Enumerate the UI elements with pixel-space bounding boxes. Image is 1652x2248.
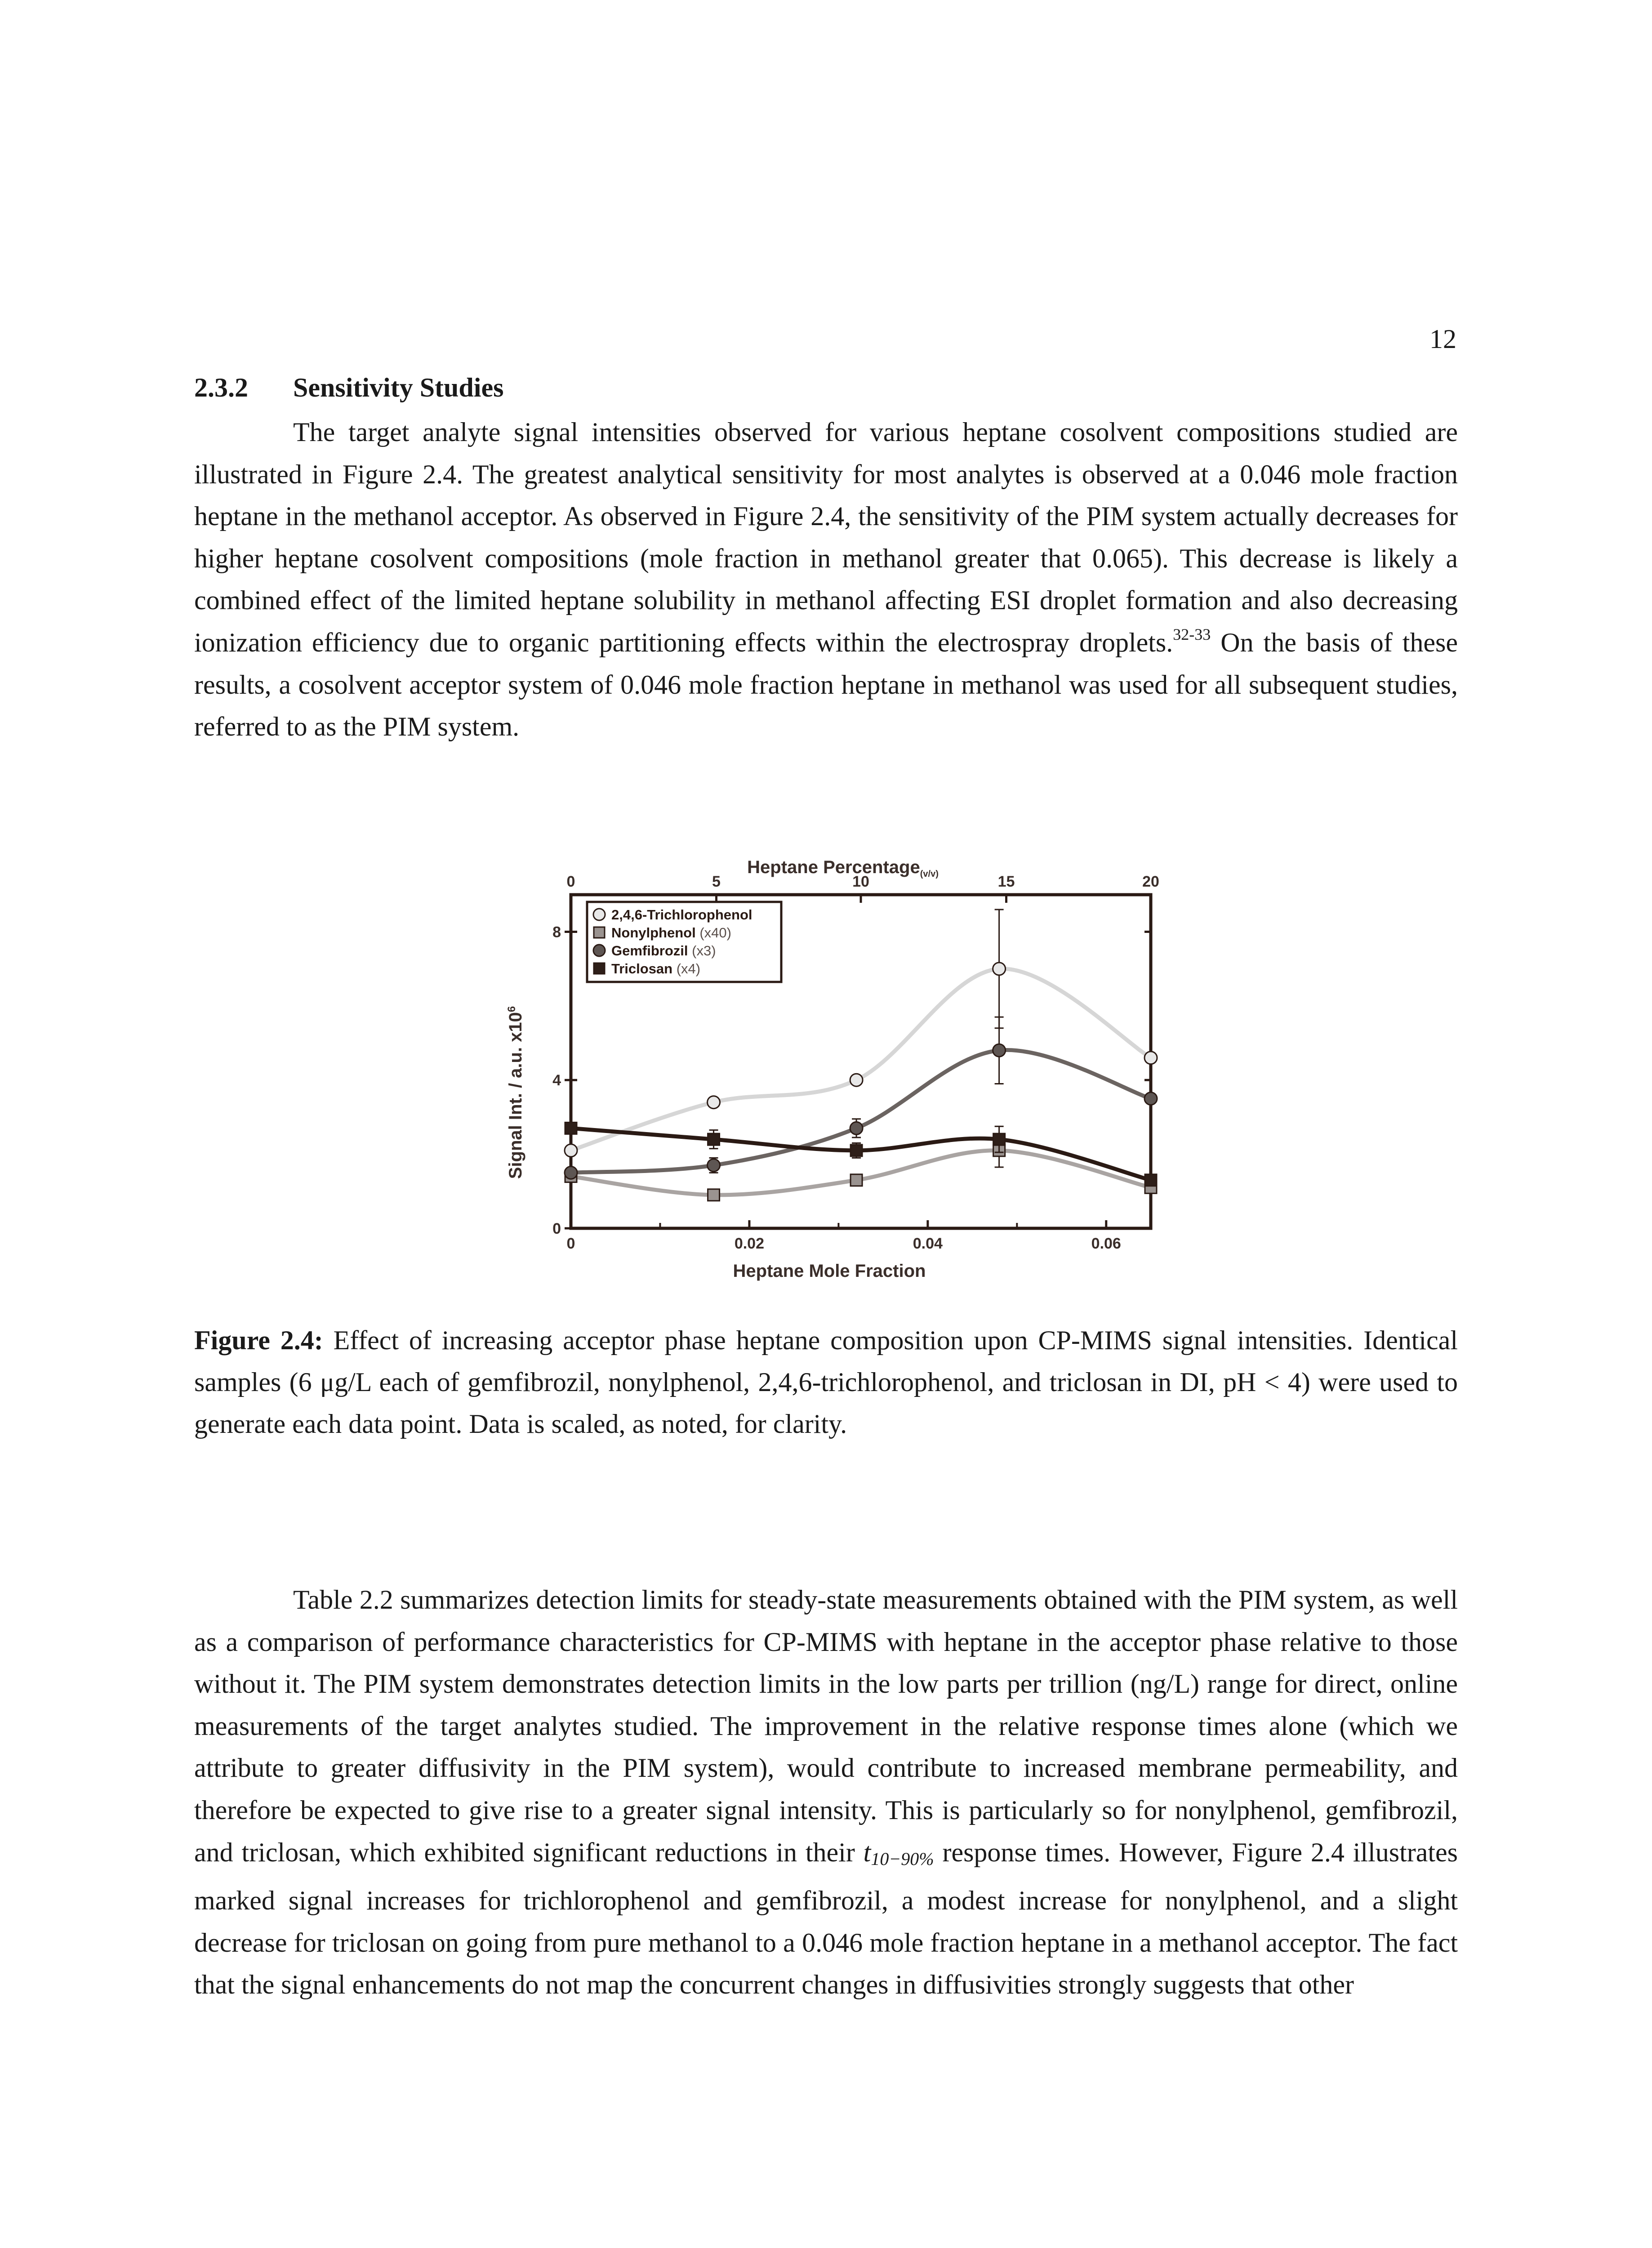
legend-series-name: Nonylphenol xyxy=(611,925,696,941)
response-time-t: t xyxy=(863,1837,871,1867)
series-line xyxy=(571,1151,1151,1195)
x-axis-title: Heptane Mole Fraction xyxy=(733,1261,926,1281)
top-tick-label: 0 xyxy=(566,873,575,890)
legend-label xyxy=(611,943,716,959)
data-point xyxy=(850,1174,862,1186)
data-point xyxy=(993,1133,1005,1145)
y-axis-title xyxy=(506,1006,525,1179)
data-point xyxy=(565,1166,577,1179)
data-point xyxy=(708,1189,720,1201)
data-point xyxy=(708,1133,720,1145)
x-tick-label: 0.04 xyxy=(913,1235,943,1252)
x-tick-label: 0 xyxy=(566,1235,575,1252)
data-point xyxy=(993,963,1006,975)
data-point xyxy=(850,1074,863,1086)
legend-series-name: 2,4,6-Trichlorophenol xyxy=(611,907,753,923)
data-point xyxy=(565,1122,577,1134)
section-heading xyxy=(194,372,503,403)
data-point xyxy=(993,1044,1006,1057)
section-title: Sensitivity Studies xyxy=(293,373,504,402)
data-point xyxy=(850,1122,863,1134)
legend-marker xyxy=(594,927,605,938)
x-tick-label: 0.06 xyxy=(1091,1235,1121,1252)
legend-label xyxy=(611,925,731,941)
response-time-subscript: 10−90% xyxy=(871,1848,934,1869)
y-tick-label: 4 xyxy=(552,1072,561,1089)
body-paragraph-2 xyxy=(194,1579,1458,2006)
top-axis-title-text: Heptane Percentage xyxy=(747,857,920,877)
legend xyxy=(587,902,781,982)
section-number: 2.3.2 xyxy=(194,373,248,402)
legend-label xyxy=(611,907,753,923)
top-tick-label: 10 xyxy=(852,873,869,890)
legend-marker xyxy=(593,945,605,956)
figure-caption xyxy=(194,1320,1458,1445)
top-tick-label: 20 xyxy=(1142,873,1159,890)
legend-series-scale: (x40) xyxy=(695,925,731,941)
citation-reference: 32-33 xyxy=(1173,625,1211,643)
legend-series-scale: (x4) xyxy=(672,961,701,977)
legend-label xyxy=(611,961,700,977)
data-point xyxy=(1144,1052,1157,1064)
legend-marker xyxy=(593,909,605,920)
data-point xyxy=(1144,1092,1157,1105)
y-tick-label: 8 xyxy=(552,923,561,941)
line-chart xyxy=(485,854,1187,1286)
top-axis-title-sub: (v/v) xyxy=(920,869,939,879)
caption-text: Effect of increasing acceptor phase heptane composition upon CP-MIMS signal intensities. Identical samples (6 μg/L each of gemfibrozil, nonylphenol, 2,4,6-trichlorophenol, and triclosan in DI, pH < 4) were used to generate each data point. Data is scaled, as noted, for clarity. xyxy=(194,1325,1458,1439)
y-axis-title-text: Signal Int. / a.u. x10 xyxy=(506,1012,525,1179)
y-axis-title-sup: 6 xyxy=(506,1006,518,1012)
paragraph-text: The target analyte signal intensities observed for various heptane cosolvent compositions studied are illustrated in Figure 2.4. The greatest analytical sensitivity for most analytes is observed at a 0.046 mole fraction heptane in the methanol acceptor. As observed in Figure 2.4, the sensitivity of the PIM system actually decreases for higher heptane cosolvent compositions (mole fraction in methanol greater that 0.065). This decrease is likely a combined effect of the limited heptane solubility in methanol affecting ESI droplet formation and also decreasing ionization efficiency due to organic partitioning effects within the electrospray droplets. xyxy=(194,417,1458,657)
y-tick-label: 0 xyxy=(552,1220,561,1237)
data-point xyxy=(850,1145,862,1156)
response-time-symbol xyxy=(864,1838,934,1867)
paragraph-text: On the basis of these results, a cosolvent acceptor system of 0.046 mole fraction heptane in methanol was used for all subsequent studies, referred to as the PIM system. xyxy=(194,627,1458,742)
page-number: 12 xyxy=(1429,324,1456,354)
data-point xyxy=(1145,1174,1157,1186)
data-point xyxy=(708,1159,720,1172)
caption-label: Figure 2.4: xyxy=(194,1325,323,1355)
body-paragraph-1 xyxy=(194,411,1458,748)
legend-marker xyxy=(594,963,605,974)
legend-series-name: Gemfibrozil xyxy=(611,943,688,959)
x-tick-label: 0.02 xyxy=(734,1235,765,1252)
data-point xyxy=(708,1096,720,1109)
legend-series-scale: (x3) xyxy=(688,943,716,959)
data-point xyxy=(565,1144,577,1157)
legend-series-name: Triclosan xyxy=(611,961,673,977)
top-axis-title xyxy=(747,857,939,879)
paragraph-text: response times. However, Figure 2.4 illustrates marked signal increases for trichlorophenol and gemfibrozil, a modest increase for nonylphenol, and a slight decrease for triclosan on going from pure methanol to a 0.046 mole fraction heptane in a methanol acceptor. The fact that the signal enhancements do not map the concurrent changes in diffusivities strongly suggests that other xyxy=(194,1837,1458,2000)
figure-2-4-chart xyxy=(485,854,1187,1286)
top-tick-label: 5 xyxy=(712,873,721,890)
top-tick-label: 15 xyxy=(997,873,1015,890)
paragraph-text: Table 2.2 summarizes detection limits for steady-state measurements obtained with the PIM system, as well as a comparison of performance characteristics for CP-MIMS with heptane in the acceptor phase relative to those without it. The PIM system demonstrates detection limits in the low parts per trillion (ng/L) range for direct, online measurements of the target analytes studied. The improvement in the relative response times alone (which we attribute to greater diffusivity in the PIM system), would contribute to increased membrane permeability, and therefore be expected to give rise to a greater signal intensity. This is particularly so for nonylphenol, gemfibrozil, and triclosan, which exhibited significant reductions in their xyxy=(194,1585,1458,1867)
